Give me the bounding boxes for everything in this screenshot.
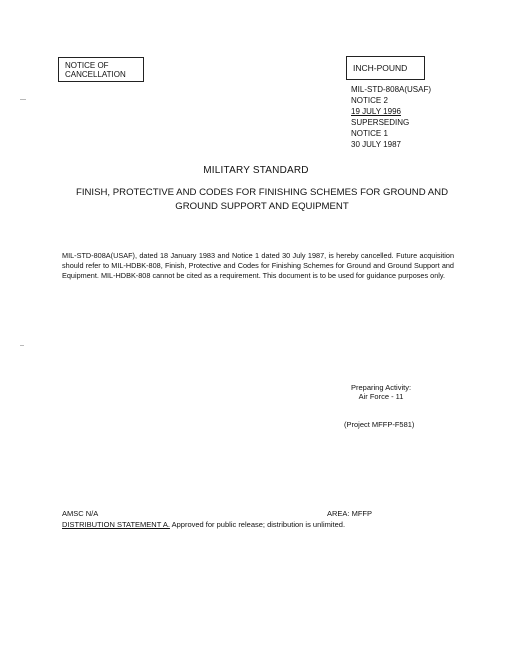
standard-title: MILITARY STANDARD [203,165,309,176]
scan-artifact [20,345,24,346]
distribution-statement [62,520,345,529]
cancellation-paragraph: MIL-STD-808A(USAF), dated 18 January 1983 and Notice 1 dated 30 July 1987, is hereby cancelled. Future acquisition should refer to MIL-HDBK-808, Finish, Protective and Codes for Finishing Schemes for Ground and Ground Support and Equipment. MIL-HDBK-808 cannot be cited as a requirement. This document is to be used for guidance purposes only. [62,251,454,280]
superseding-label: SUPERSEDING [351,118,410,127]
superseded-notice: NOTICE 1 [351,129,388,138]
subtitle-line1: FINISH, PROTECTIVE AND CODES FOR FINISHING SCHEMES FOR GROUND AND [75,187,449,198]
scan-artifact [20,99,26,100]
document-identification [351,84,431,150]
area-code: AREA: MFFP [327,509,373,518]
document-designation: MIL-STD-808A(USAF) [351,85,432,94]
distribution-statement-text: Approved for public release; distribution is unlimited. [169,520,346,529]
inch-pound-label: INCH-POUND [353,63,408,73]
preparing-activity-name: Air Force - 11 [358,392,404,401]
inch-pound-box [346,56,425,80]
preparing-activity-label: Preparing Activity: [351,383,412,392]
project-number: (Project MFFP-F581) [344,420,415,429]
distribution-statement-label: DISTRIBUTION STATEMENT A. [62,520,170,529]
notice-number: NOTICE 2 [351,96,388,105]
preparing-activity [351,383,411,401]
superseded-date: 30 JULY 1987 [351,140,401,149]
notice-date: 19 JULY 1996 [351,107,401,116]
notice-box-line1: NOTICE OF [65,61,109,70]
amsc-code: AMSC N/A [62,509,99,518]
subtitle-line2: GROUND SUPPORT AND EQUIPMENT [175,201,349,212]
standard-subtitle [40,186,484,214]
notice-box-line2: CANCELLATION [65,70,126,79]
notice-of-cancellation-box [58,57,144,82]
